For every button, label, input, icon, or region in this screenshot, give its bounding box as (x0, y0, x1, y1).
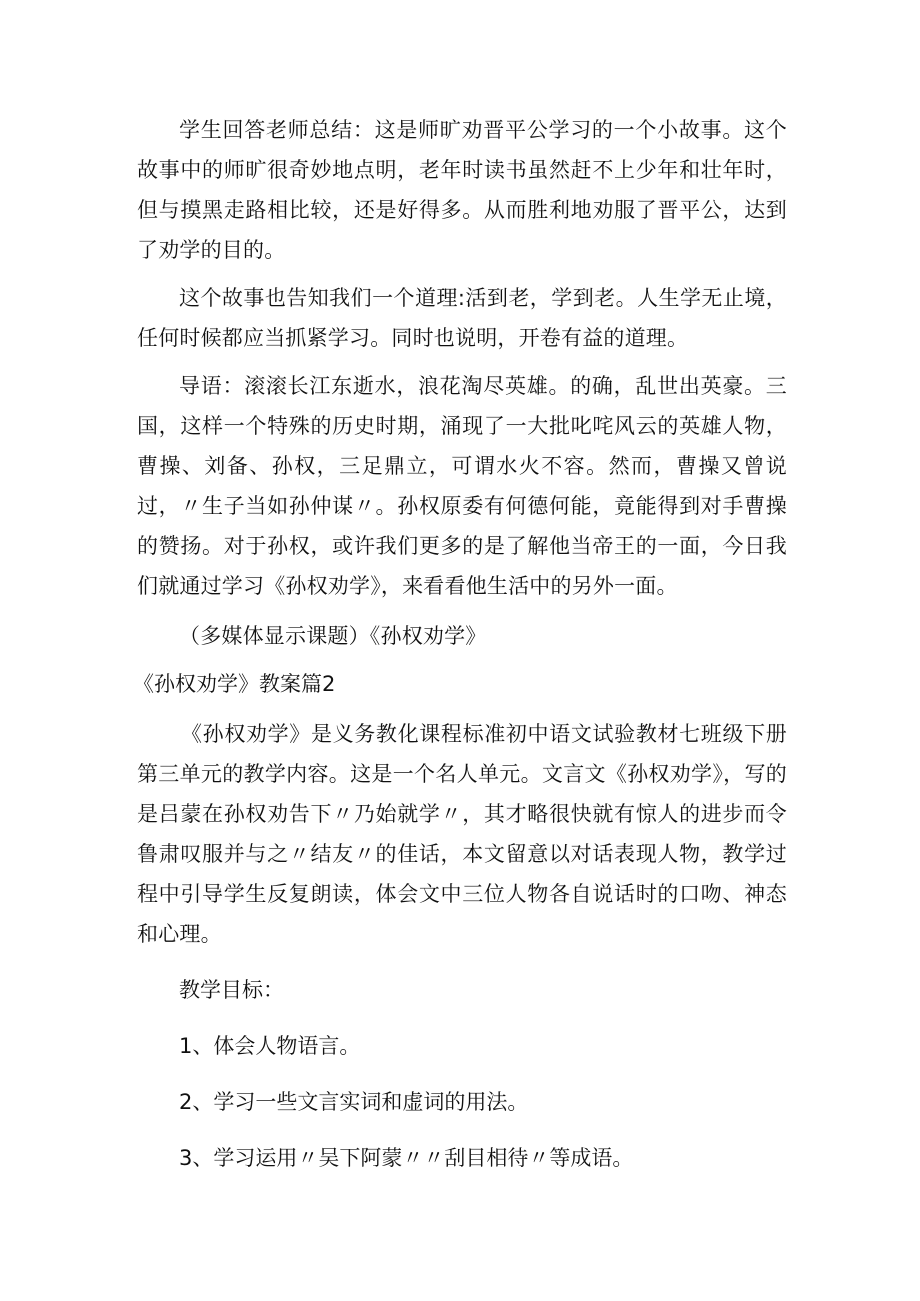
paragraph-moral: 这个故事也告知我们一个道理:活到老，学到老。人生学无止境，任何时候都应当抓紧学习。同时也说明，开卷有益的道理。 (137, 286, 787, 350)
objective-item-1: 1、体会人物语言。 (179, 1034, 361, 1058)
paragraph-introduction: 导语：滚滚长江东逝水，浪花淘尽英雄。的确，乱世出英豪。三国，这样一个特殊的历史时期，涌现了一大批叱咤风云的英雄人物，曹操、刘备、孙权，三足鼎立，可谓水火不容。然而，曹操又曾说过，〃生子当如孙仲谋〃。孙权原委有何德何能，竟能得到对手曹操的赞扬。对于孙权，或许我们更多的是了解他当帝王的一面，今日我们就通过学习《孙权劝学》，来看看他生活中的另外一面。 (137, 374, 787, 598)
objectives-title: 教学目标： (179, 978, 284, 1002)
paragraph-lesson-overview: 《孙权劝学》是义务教化课程标准初中语文试验教材七班级下册第三单元的教学内容。这是一个名人单元。文言文《孙权劝学》，写的是吕蒙在孙权劝告下〃乃始就学〃，其才略很快就有惊人的进步而令鲁肃叹服并与之〃结友〃的佳话，本文留意以对话表现人物，教学过程中引导学生反复朗读，体会文中三位人物各自说话时的口吻、神态和心理。 (137, 722, 787, 946)
paragraph-summary: 学生回答老师总结：这是师旷劝晋平公学习的一个小故事。这个故事中的师旷很奇妙地点明，老年时读书虽然赶不上少年和壮年时，但与摸黑走路相比较，还是好得多。从而胜利地劝服了晋平公，达到了劝学的目的。 (137, 118, 787, 262)
section-heading: 《孙权劝学》教案篇2 (133, 672, 336, 696)
objective-item-3: 3、学习运用〃吴下阿蒙〃〃刮目相待〃等成语。 (179, 1146, 634, 1170)
objective-item-2: 2、学习一些文言实词和虚词的用法。 (179, 1090, 529, 1114)
document-body (133, 110, 787, 1194)
paragraph-lesson-title: （多媒体显示课题）《孙权劝学》 (179, 624, 487, 648)
